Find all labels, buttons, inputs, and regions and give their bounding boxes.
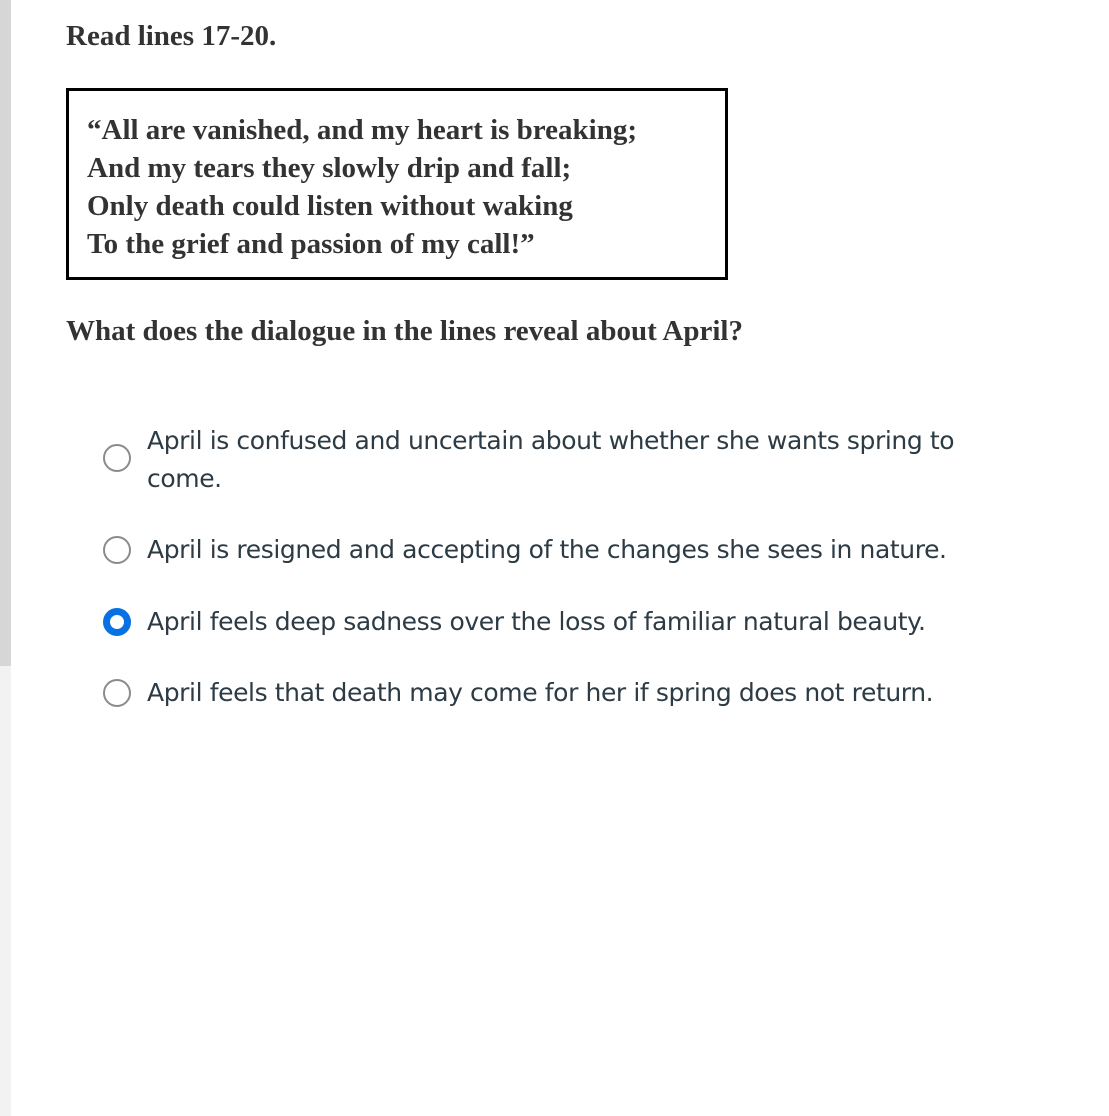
radio-button-1[interactable]	[103, 444, 131, 472]
passage-line-4: To the grief and passion of my call!”	[87, 228, 535, 260]
passage-line-2: And my tears they slowly drip and fall;	[87, 152, 572, 184]
left-scroll-bar	[0, 0, 11, 666]
left-bar-lower	[0, 666, 11, 1116]
answer-choice-2[interactable]	[100, 531, 980, 571]
answer-choice-label: April is confused and uncertain about whether she wants spring to come.	[147, 426, 955, 493]
question-text: What does the dialogue in the lines reveal about April?	[66, 315, 743, 347]
answer-choice-label: April feels that death may come for her if spring does not return.	[147, 678, 934, 707]
radio-button-3[interactable]	[103, 608, 131, 636]
passage-box	[66, 88, 728, 280]
answer-choice-label: April is resigned and accepting of the changes she sees in nature.	[147, 535, 947, 564]
passage-line-3: Only death could listen without waking	[87, 190, 573, 222]
instruction-heading: Read lines 17-20.	[66, 20, 277, 52]
answer-choice-3[interactable]	[100, 603, 980, 643]
answer-choice-1[interactable]	[100, 422, 980, 502]
answer-choice-4[interactable]	[100, 674, 980, 714]
passage-line-1: “All are vanished, and my heart is breaking;	[87, 114, 637, 146]
radio-button-2[interactable]	[103, 536, 131, 564]
radio-button-4[interactable]	[103, 679, 131, 707]
answer-choice-label: April feels deep sadness over the loss of familiar natural beauty.	[147, 607, 926, 636]
